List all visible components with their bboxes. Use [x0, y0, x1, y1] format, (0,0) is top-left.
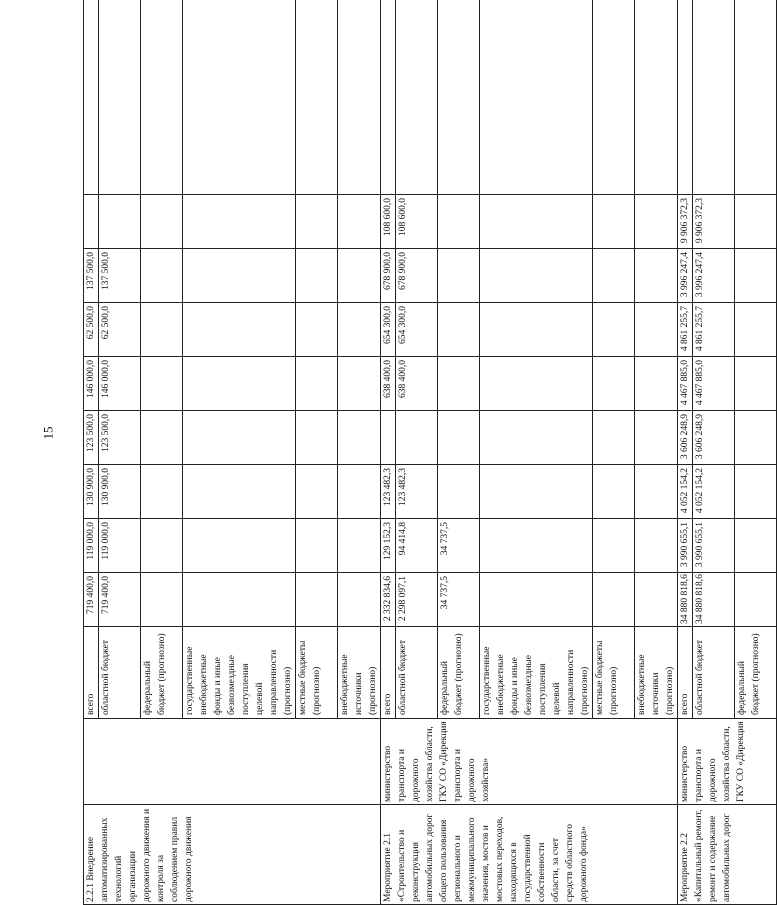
amount-cell: [141, 0, 183, 195]
amount-cell: 2 332 834,6: [381, 573, 396, 627]
amount-cell: [99, 195, 141, 249]
funding-source-cell: областной бюджет: [99, 627, 141, 719]
amount-cell: [84, 0, 99, 195]
amount-cell: 34 880 818,6: [693, 573, 735, 627]
amount-cell: [635, 573, 678, 627]
amount-cell: [338, 411, 381, 465]
amount-cell: [735, 573, 777, 627]
amount-cell: [183, 411, 296, 465]
funding-source-cell: федеральный бюджет (прогнозно): [438, 627, 480, 719]
funding-source-cell: областной бюджет: [693, 627, 735, 719]
amount-cell: [338, 573, 381, 627]
amount-cell: 9 906 372,3: [693, 195, 735, 249]
amount-cell: 146 000,0: [99, 357, 141, 411]
amount-cell: [438, 465, 480, 519]
amount-cell: [338, 303, 381, 357]
amount-cell: [141, 357, 183, 411]
funding-source-cell: всего: [678, 627, 693, 719]
funding-source-cell: федеральный бюджет (прогнозно): [735, 627, 777, 719]
amount-cell: [141, 573, 183, 627]
amount-cell: [635, 357, 678, 411]
amount-cell: [296, 519, 338, 573]
amount-cell: 34 737,5: [438, 519, 480, 573]
amount-cell: [183, 519, 296, 573]
amount-cell: 137 500,0: [84, 249, 99, 303]
amount-cell: [183, 573, 296, 627]
amount-cell: [381, 0, 396, 195]
amount-cell: [141, 519, 183, 573]
amount-cell: 123 482,3: [396, 465, 438, 519]
amount-cell: 34 737,5: [438, 573, 480, 627]
amount-cell: [693, 0, 735, 195]
executor-cell: министерство транспорта и дорожного хозяйства области, ГКУ СО «Дирекция: [678, 719, 777, 805]
amount-cell: [480, 573, 593, 627]
amount-cell: [296, 411, 338, 465]
amount-cell: [635, 411, 678, 465]
amount-cell: [338, 519, 381, 573]
amount-cell: [183, 249, 296, 303]
amount-cell: [593, 573, 635, 627]
amount-cell: 638 400,0: [381, 357, 396, 411]
executor-cell: министерство транспорта и дорожного хозяйства области, ГКУ СО «Дирекция транспорта и дорожного хозяйства»: [381, 719, 678, 805]
amount-cell: [99, 0, 141, 195]
amount-cell: [593, 0, 635, 195]
activity-name-cell: Мероприятие 2.1 «Строительство и реконструкция автомобильных дорог общего пользования регионального и межмуниципального значения, мостов и мостовых переходов, находящихся в государственной собственности области, за счет средств областного дорожного фонда»: [381, 805, 678, 905]
amount-cell: 2 298 097,1: [396, 573, 438, 627]
amount-cell: [183, 357, 296, 411]
funding-source-cell: всего: [381, 627, 396, 719]
amount-cell: 130 900,0: [99, 465, 141, 519]
amount-cell: [141, 465, 183, 519]
amount-cell: [183, 195, 296, 249]
amount-cell: [635, 519, 678, 573]
table-row: [84, 0, 99, 905]
amount-cell: [593, 357, 635, 411]
amount-cell: [593, 195, 635, 249]
amount-cell: [735, 465, 777, 519]
amount-cell: [735, 195, 777, 249]
amount-cell: [381, 411, 396, 465]
amount-cell: 4 052 154,2: [693, 465, 735, 519]
executor-cell: [84, 719, 381, 805]
amount-cell: 3 606 248,9: [678, 411, 693, 465]
funding-source-cell: внебюджетные источники (прогнозно): [635, 627, 678, 719]
amount-cell: [635, 195, 678, 249]
funding-source-cell: местные бюджеты (прогнозно): [593, 627, 635, 719]
amount-cell: [480, 249, 593, 303]
amount-cell: [183, 0, 296, 195]
amount-cell: [480, 357, 593, 411]
amount-cell: [480, 465, 593, 519]
amount-cell: [678, 0, 693, 195]
amount-cell: [296, 303, 338, 357]
amount-cell: 123 500,0: [99, 411, 141, 465]
amount-cell: [338, 465, 381, 519]
amount-cell: [183, 465, 296, 519]
amount-cell: [141, 195, 183, 249]
amount-cell: 123 500,0: [84, 411, 99, 465]
amount-cell: [635, 249, 678, 303]
amount-cell: [396, 0, 438, 195]
amount-cell: [338, 195, 381, 249]
amount-cell: [438, 195, 480, 249]
amount-cell: 4 467 885,0: [693, 357, 735, 411]
amount-cell: [735, 0, 777, 195]
amount-cell: [438, 0, 480, 195]
amount-cell: [296, 0, 338, 195]
amount-cell: [735, 411, 777, 465]
amount-cell: 3 990 655,1: [678, 519, 693, 573]
amount-cell: 654 300,0: [381, 303, 396, 357]
amount-cell: [438, 411, 480, 465]
amount-cell: 137 500,0: [99, 249, 141, 303]
amount-cell: 129 152,3: [381, 519, 396, 573]
activity-name-cell: 2.2.1 Внедрение автоматизированных технологий организации дорожного движения и контроля за соблюдением правил дорожного движения: [84, 805, 381, 905]
amount-cell: [141, 411, 183, 465]
amount-cell: 119 000,0: [99, 519, 141, 573]
amount-cell: [438, 357, 480, 411]
amount-cell: 678 900,0: [396, 249, 438, 303]
funding-source-cell: внебюджетные источники (прогнозно): [338, 627, 381, 719]
funding-source-cell: местные бюджеты (прогнозно): [296, 627, 338, 719]
amount-cell: 4 052 154,2: [678, 465, 693, 519]
amount-cell: [735, 249, 777, 303]
funding-source-cell: государственные внебюджетные фонды и иные безвозмездные поступления целевой направленности (прогнозно): [183, 627, 296, 719]
amount-cell: 94 414,8: [396, 519, 438, 573]
amount-cell: [338, 0, 381, 195]
amount-cell: [635, 0, 678, 195]
amount-cell: 4 861 255,7: [678, 303, 693, 357]
amount-cell: 719 400,0: [99, 573, 141, 627]
amount-cell: [480, 303, 593, 357]
activity-name-cell: Мероприятие 2.2 «Капитальный ремонт, ремонт и содержание автомобильных дорог: [678, 805, 777, 905]
amount-cell: 719 400,0: [84, 573, 99, 627]
amount-cell: [141, 249, 183, 303]
amount-cell: [438, 303, 480, 357]
amount-cell: [593, 411, 635, 465]
amount-cell: 146 000,0: [84, 357, 99, 411]
amount-cell: [635, 303, 678, 357]
amount-cell: [480, 0, 593, 195]
amount-cell: [480, 411, 593, 465]
amount-cell: [735, 357, 777, 411]
amount-cell: [735, 303, 777, 357]
page-number: 15: [40, 426, 56, 440]
funding-source-cell: областной бюджет: [396, 627, 438, 719]
amount-cell: [296, 573, 338, 627]
amount-cell: [183, 303, 296, 357]
amount-cell: 62 500,0: [84, 303, 99, 357]
amount-cell: 638 400,0: [396, 357, 438, 411]
amount-cell: 34 880 818,6: [678, 573, 693, 627]
amount-cell: [593, 465, 635, 519]
amount-cell: 654 300,0: [396, 303, 438, 357]
amount-cell: 3 996 247,4: [693, 249, 735, 303]
budget-table: [83, 0, 777, 905]
amount-cell: [296, 195, 338, 249]
amount-cell: 108 600,0: [381, 195, 396, 249]
amount-cell: 678 900,0: [381, 249, 396, 303]
amount-cell: [396, 411, 438, 465]
amount-cell: [480, 195, 593, 249]
amount-cell: 130 900,0: [84, 465, 99, 519]
amount-cell: [296, 249, 338, 303]
amount-cell: 4 467 885,0: [678, 357, 693, 411]
amount-cell: 4 861 255,7: [693, 303, 735, 357]
amount-cell: [338, 357, 381, 411]
amount-cell: [593, 249, 635, 303]
amount-cell: 62 500,0: [99, 303, 141, 357]
amount-cell: [296, 357, 338, 411]
amount-cell: [438, 249, 480, 303]
amount-cell: [338, 249, 381, 303]
amount-cell: 108 600,0: [396, 195, 438, 249]
table-row: [381, 0, 396, 905]
amount-cell: 9 906 372,3: [678, 195, 693, 249]
amount-cell: [296, 465, 338, 519]
amount-cell: 119 000,0: [84, 519, 99, 573]
amount-cell: [84, 195, 99, 249]
amount-cell: 3 990 655,1: [693, 519, 735, 573]
funding-source-cell: федеральный бюджет (прогнозно): [141, 627, 183, 719]
amount-cell: [480, 519, 593, 573]
amount-cell: [635, 465, 678, 519]
amount-cell: 3 996 247,4: [678, 249, 693, 303]
table-row: [678, 0, 693, 905]
amount-cell: 123 482,3: [381, 465, 396, 519]
budget-table-rotated: [83, 35, 761, 905]
amount-cell: 3 606 248,9: [693, 411, 735, 465]
amount-cell: [141, 303, 183, 357]
funding-source-cell: всего: [84, 627, 99, 719]
funding-source-cell: государственные внебюджетные фонды и иные безвозмездные поступления целевой направленности (прогнозно): [480, 627, 593, 719]
amount-cell: [593, 519, 635, 573]
amount-cell: [593, 303, 635, 357]
amount-cell: [735, 519, 777, 573]
